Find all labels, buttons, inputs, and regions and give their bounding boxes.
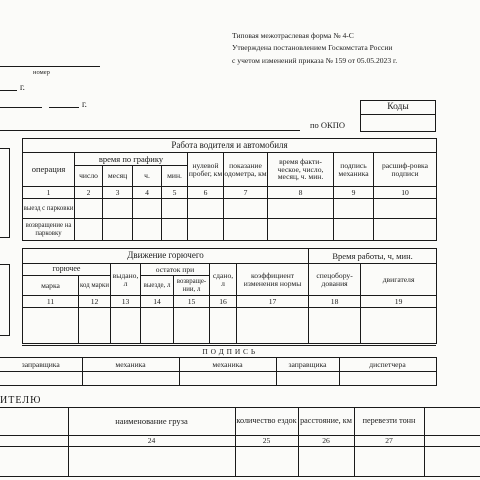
col-day: число (75, 166, 103, 187)
work-table-title: Работа водителя и автомобиля (23, 139, 437, 153)
form-type-line: Типовая межотраслевая форма № 4-С (232, 31, 354, 40)
okpo-label: по ОКПО (310, 120, 346, 130)
cell-input[interactable] (162, 219, 188, 241)
col-num (424, 436, 480, 447)
amendment-line: с учетом изменений приказа № 159 от 05.05.2023 г. (232, 56, 398, 65)
date-line-2b (49, 107, 79, 108)
col-num: 12 (79, 296, 111, 308)
col-num: 10 (374, 187, 437, 199)
sign-fueler-1: заправщика (0, 358, 82, 372)
col-min: мин. (162, 166, 188, 187)
col-zero-run: нулевой пробег, км (188, 153, 224, 187)
col-fuel: горючее (23, 264, 111, 276)
cell-input[interactable] (0, 447, 68, 477)
cell-input[interactable] (174, 308, 210, 344)
col-operation: операция (23, 153, 75, 187)
cell-input[interactable] (334, 219, 374, 241)
cell-input[interactable] (103, 219, 133, 241)
col-num: 3 (103, 187, 133, 199)
signature-top-line (22, 345, 436, 346)
col-special: спецобору-дования (309, 264, 361, 296)
col-num: 11 (23, 296, 79, 308)
col-trips: количество ездок (235, 408, 298, 436)
col-odometer: показание одометра, км (224, 153, 268, 187)
cell-input[interactable] (424, 447, 480, 477)
col-num: 18 (309, 296, 361, 308)
approval-line: Утверждена постановлением Госкомстата России (232, 43, 393, 52)
col-handed: сдано, л (210, 264, 237, 296)
cell-input[interactable] (75, 219, 103, 241)
fuel-table-title: Движение горючего (23, 249, 309, 264)
cell-input[interactable] (268, 219, 334, 241)
cell-input[interactable] (309, 308, 361, 344)
date-line-1 (0, 90, 17, 91)
left-side-box-1 (0, 148, 10, 238)
col-num: 6 (188, 187, 224, 199)
col-num: 5 (162, 187, 188, 199)
number-line (0, 66, 100, 67)
cell-input[interactable] (334, 199, 374, 219)
col-actual-time: время факти-ческое, число, месяц, ч. мин. (268, 153, 334, 187)
cell-input[interactable] (354, 447, 424, 477)
col-num: 19 (361, 296, 437, 308)
sign-input[interactable] (82, 372, 179, 386)
cell-input[interactable] (141, 308, 174, 344)
date-line-2a (0, 107, 42, 108)
work-time-title: Время работы, ч, мин. (309, 249, 437, 264)
col-num: 17 (237, 296, 309, 308)
sign-mechanic-2: механика (179, 358, 276, 372)
col-engine: двигателя (361, 264, 437, 296)
cargo-right-blank (424, 408, 480, 436)
col-num: 2 (75, 187, 103, 199)
sign-input[interactable] (179, 372, 276, 386)
cell-input[interactable] (210, 308, 237, 344)
signature-title: П О Д П И С Ь (202, 347, 256, 356)
sign-input[interactable] (276, 372, 339, 386)
col-num: 24 (68, 436, 235, 447)
cell-input[interactable] (79, 308, 111, 344)
col-num: 1 (23, 187, 75, 199)
col-hour: ч. (133, 166, 162, 187)
codes-label: Коды (387, 102, 409, 112)
cell-input[interactable] (188, 219, 224, 241)
col-brand: марка (23, 276, 79, 296)
cargo-table (0, 407, 480, 477)
col-brand-code: код марки (79, 276, 111, 296)
cell-input[interactable] (224, 199, 268, 219)
col-tons: перевезти тонн (354, 408, 424, 436)
left-side-box-2 (0, 264, 10, 336)
sign-dispatcher: диспетчера (339, 358, 436, 372)
sign-fueler-2: заправщика (276, 358, 339, 372)
cargo-left-blank (0, 408, 68, 436)
cell-input[interactable] (298, 447, 354, 477)
okpo-code-field[interactable] (360, 114, 436, 132)
row-exit-label: выезд с парковки (23, 199, 75, 219)
cell-input[interactable] (111, 308, 141, 344)
bottom-section-title: ИТЕЛЮ (0, 395, 42, 406)
col-schedule: время по графику (75, 153, 188, 166)
col-mechanic-sign: подпись механика (334, 153, 374, 187)
cell-input[interactable] (133, 199, 162, 219)
cell-input[interactable] (237, 308, 309, 344)
sign-mechanic-1: механика (82, 358, 179, 372)
cell-input[interactable] (374, 199, 437, 219)
col-distance: расстояние, км (298, 408, 354, 436)
col-cargo: наименование груза (68, 408, 235, 436)
sign-input[interactable] (0, 372, 82, 386)
col-coeff: коэффициент изменения нормы (237, 264, 309, 296)
col-num: 26 (298, 436, 354, 447)
cell-input[interactable] (162, 199, 188, 219)
cell-input[interactable] (75, 199, 103, 219)
col-issued: выдано, л (111, 264, 141, 296)
cell-input[interactable] (268, 199, 334, 219)
col-num: 4 (133, 187, 162, 199)
cell-input[interactable] (361, 308, 437, 344)
cell-input[interactable] (23, 308, 79, 344)
row-return-label: возвращение на парковку (23, 219, 75, 241)
col-num: 8 (268, 187, 334, 199)
col-num: 16 (210, 296, 237, 308)
sign-input[interactable] (339, 372, 436, 386)
col-num: 25 (235, 436, 298, 447)
work-table (22, 138, 437, 241)
cell-input[interactable] (133, 219, 162, 241)
cell-input[interactable] (374, 219, 437, 241)
col-num: 14 (141, 296, 174, 308)
codes-header-box (360, 100, 436, 115)
cell-input[interactable] (235, 447, 298, 477)
number-label: номер (33, 69, 50, 76)
col-num: 9 (334, 187, 374, 199)
cell-input[interactable] (188, 199, 224, 219)
col-num: 27 (354, 436, 424, 447)
cell-input[interactable] (224, 219, 268, 241)
col-num: 15 (174, 296, 210, 308)
year-suffix-1: г. (20, 82, 25, 92)
cell-input[interactable] (68, 447, 235, 477)
col-remainder: остаток при (141, 264, 210, 276)
year-suffix-2: г. (82, 99, 87, 109)
organization-line (0, 130, 300, 131)
col-return: возвраще-нии, л (174, 276, 210, 296)
col-exit: выезде, л (141, 276, 174, 296)
col-num: 7 (224, 187, 268, 199)
cell-input[interactable] (103, 199, 133, 219)
col-decode: расшиф-ровка подписи (374, 153, 437, 187)
fuel-table (22, 248, 437, 344)
col-month: месяц (103, 166, 133, 187)
signature-table (0, 357, 437, 386)
col-num (0, 436, 68, 447)
col-num: 13 (111, 296, 141, 308)
